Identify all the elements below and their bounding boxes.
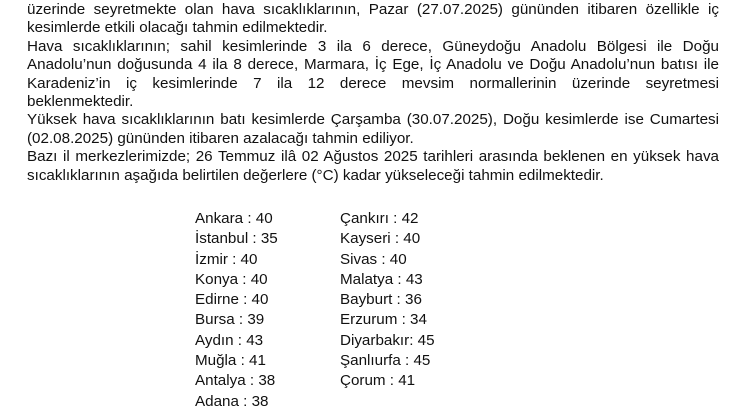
city-temperature: Antalya : 38 (195, 372, 276, 390)
text-line: üzerinde seyretmekte olan hava sıcaklıklarının, Pazar (27.07.2025) gününden itibaren özellikle iç (27, 1, 719, 18)
city-temperature: Kayseri : 40 (340, 230, 421, 248)
text-line: Hava sıcaklıklarının; sahil kesimlerinde 3 ila 6 derece, Güneydoğu Anadolu Bölgesi ile Doğu (27, 37, 719, 55)
city-temperature: Edirne : 40 (195, 291, 269, 309)
city-column-right (340, 209, 490, 412)
city-temperature: Muğla : 41 (195, 352, 266, 370)
paragraph-decrease-dates (27, 111, 719, 148)
text-line: Anadolu’nun doğusunda 4 ila 8 derece, Marmara, İç Ege, İç Anadolu ve Doğu Anadolu’nun batısı ile (27, 56, 719, 74)
city-temperature: Bursa : 39 (195, 311, 265, 329)
city-temperature: Çankırı : 42 (340, 210, 419, 227)
city-temperature: Aydın : 43 (195, 331, 264, 349)
city-temperature: Sivas : 40 (340, 250, 407, 268)
city-temperature: Çorum : 41 (340, 372, 416, 390)
city-temperature: Şanlıurfa : 45 (340, 352, 431, 370)
text-line: Bazı il merkezlerimizde; 26 Temmuz ilâ 02 Ağustos 2025 tarihleri arasında beklenen en yüksek hava (27, 148, 719, 166)
city-temperature: Ankara : 40 (195, 210, 273, 227)
city-temperature-list (195, 209, 490, 412)
text-line: (02.08.2025) gününden itibaren azalacağı tahmin ediliyor. (27, 129, 414, 147)
city-temperature: Adana : 38 (195, 392, 269, 410)
text-line: beklenmektedir. (27, 93, 134, 111)
text-line: Yüksek hava sıcaklıklarının batı kesimlerde Çarşamba (30.07.2025), Doğu kesimlerde ise Cumartesi (27, 111, 719, 129)
text-line: kesimlerde etkili olacağı tahmin edilmektedir. (27, 19, 328, 37)
city-temperature: Konya : 40 (195, 270, 268, 288)
city-temperature: Bayburt : 36 (340, 291, 422, 309)
city-temperature: İstanbul : 35 (195, 230, 278, 248)
document-body (27, 0, 719, 185)
city-temperature: Erzurum : 34 (340, 311, 427, 329)
city-temperature: Diyarbakır: 45 (340, 331, 435, 349)
paragraph-temperature-anomaly (27, 38, 719, 112)
paragraph-forecast-intro (27, 1, 719, 38)
city-temperature: Malatya : 43 (340, 270, 423, 288)
text-line: sıcaklıklarının aşağıda belirtilen değerlere (°C) kadar yükseleceği tahmin edilmektedir. (27, 166, 604, 184)
text-line: Karadeniz’in iç kesimlerinde 7 ila 12 derece mevsim normallerinin üzerinde seyretmesi (27, 74, 719, 92)
city-column-left (195, 209, 340, 412)
paragraph-city-intro (27, 148, 719, 185)
city-temperature: İzmir : 40 (195, 250, 258, 268)
